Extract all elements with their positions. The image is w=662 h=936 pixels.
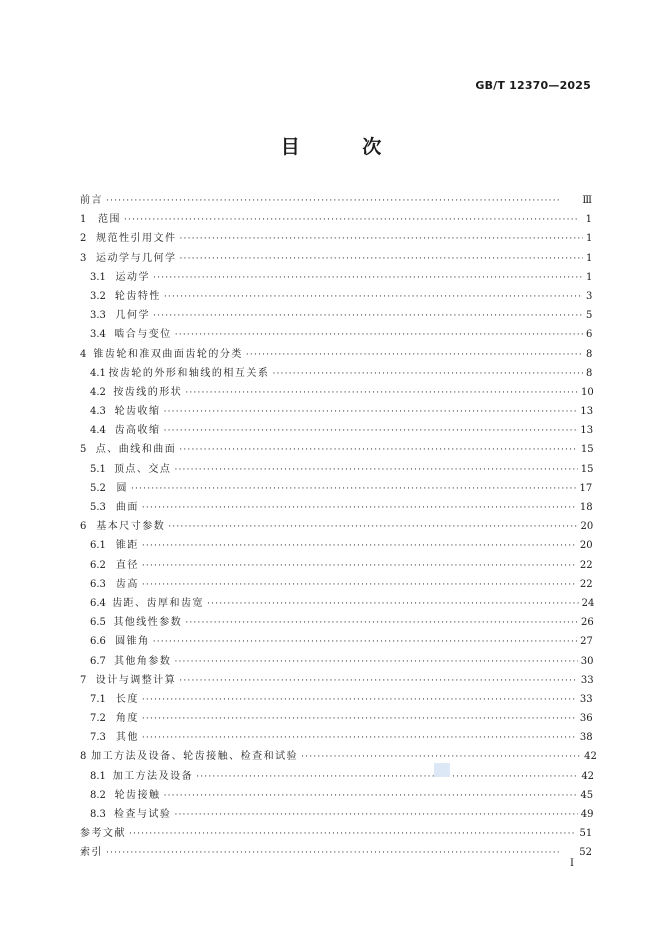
toc-entry-title: 锥齿轮和准双曲面齿轮的分类 [93,348,243,360]
toc-entry-number: 3.1 [90,271,106,283]
toc-entry-number: 3.4 [90,329,106,341]
footer-page-number: I [570,858,574,869]
toc-entry[interactable] [80,517,592,536]
toc-entry-page: Ⅲ [582,195,592,206]
toc-entry-number: 6 [80,521,87,533]
dot-leader [174,806,577,825]
toc-entry-title: 顶点、交点 [113,463,172,475]
toc-entry[interactable] [80,479,592,498]
toc-entry-title: 啮合与变位 [114,329,172,341]
page-title: 目 次 [280,136,410,158]
dot-leader [272,365,583,384]
dot-leader [185,384,578,403]
dot-leader [106,192,579,211]
toc-entry-page: 52 [579,847,592,859]
toc-entry-number: 5.1 [90,463,106,475]
toc-entry-number: 5.2 [90,482,106,494]
toc-entry-title: 其他角参数 [113,655,172,667]
dot-leader [124,211,583,230]
dot-leader [179,441,578,460]
toc-entry-number: 5 [80,444,87,456]
toc-entry-page: 38 [579,732,593,744]
dot-leader [131,480,577,499]
dot-leader [168,518,577,537]
dot-leader [164,787,578,806]
toc-entry-title: 检查与试验 [113,809,172,820]
dot-leader [175,326,583,345]
toc-entry-page: 18 [579,502,593,513]
dot-leader [164,422,578,441]
toc-entry-title: 直径 [115,559,139,571]
toc-entry[interactable] [80,613,592,632]
toc-entry-page: 1 [586,233,593,245]
dot-leader [142,691,577,710]
dot-leader [142,537,577,556]
toc-entry[interactable] [80,709,592,728]
toc-entry-page: 15 [580,444,594,456]
dot-leader [164,403,578,422]
dot-leader [142,710,577,729]
toc-entry-page: 5 [585,310,593,322]
dot-leader [179,230,583,249]
toc-entry-title: 齿高 [115,578,139,590]
toc-entry-number: 6.3 [90,578,106,590]
toc-entry-page: 36 [579,713,593,725]
toc-entry-number: 3.3 [90,310,106,322]
toc-entry-page: 8 [586,367,593,379]
toc-entry-page: 6 [586,329,593,341]
toc-entry-page: 13 [580,406,594,418]
toc-entry-title: 索引 [80,847,103,859]
toc-entry-page: 24 [581,597,595,609]
dot-leader [153,633,577,652]
toc-entry-page: 3 [586,290,593,302]
toc-entry[interactable] [80,594,595,613]
toc-entry-number: 8 [80,751,87,763]
toc-entry[interactable] [80,536,592,555]
toc-entry[interactable] [80,440,592,459]
toc-entry-number: 7 [80,674,87,686]
toc-entry[interactable] [80,575,592,594]
toc-entry[interactable] [80,345,592,364]
toc-entry-page: 20 [580,521,594,533]
toc-entry-page: 49 [580,809,594,820]
toc-entry-title: 其他线性参数 [113,617,183,629]
toc-entry-title: 曲面 [115,502,139,513]
toc-entry[interactable] [80,671,592,690]
toc-entry-number: 8.3 [90,809,106,820]
toc-entry-page: 1 [585,214,592,226]
dot-leader [246,346,583,365]
toc-entry-number: 6.6 [90,636,106,648]
toc-entry-title: 几何学 [115,310,151,322]
toc-entry-page: 42 [581,770,595,782]
toc-entry-title: 锥距 [115,540,139,552]
toc-entry-page: 26 [581,617,594,629]
toc-entry-title: 角度 [115,713,139,725]
toc-entry[interactable] [80,402,592,421]
toc-entry-number: 2 [80,233,87,245]
toc-entry-page: 22 [579,578,593,590]
selection-highlight [434,763,450,777]
toc-entry-title: 前言 [80,195,103,206]
standard-code: GB/T 12370—2025 [475,79,591,92]
toc-entry-title: 点、曲线和曲面 [95,444,177,456]
dot-leader [164,288,583,307]
toc-entry-page: 22 [579,559,593,571]
toc-entry[interactable] [80,229,592,248]
toc-entry-number: 6.5 [90,617,106,629]
toc-entry[interactable] [80,364,592,383]
toc-entry-number: 7.3 [90,732,106,744]
toc-entry-page: 17 [579,482,593,494]
toc-entry-title: 圆 [116,482,128,494]
toc-entry-title: 其他 [115,732,139,744]
toc-entry-number: 6.7 [90,655,106,667]
toc-entry-title: 加工方法及设备、轮齿接触、检查和试验 [91,751,299,763]
toc-entry-title: 加工方法及设备 [112,770,194,782]
dot-leader [179,250,583,269]
dot-leader [142,557,577,576]
toc-entry-title: 轮齿收缩 [114,406,161,418]
toc-entry-number: 1 [80,214,87,226]
toc-entry-page: 1 [586,252,593,264]
toc-entry-title: 齿距、齿厚和齿宽 [112,597,205,609]
toc-entry-number: 8.2 [90,789,106,801]
toc-entry[interactable] [80,191,592,210]
toc-entry-number: 4 [80,348,87,360]
toc-entry[interactable] [80,287,592,306]
toc-entry-title: 按齿轮的外形和轴线的相互关系 [108,367,270,379]
dot-leader [196,768,578,787]
toc-entry-page: 20 [579,540,593,552]
toc-entry[interactable] [80,747,597,766]
toc-entry-number: 5.3 [90,502,106,513]
toc-entry[interactable] [80,210,592,229]
toc-entry[interactable] [80,767,595,786]
toc-entry-page: 33 [580,674,594,686]
toc-entry-page: 42 [584,751,597,763]
toc-entry-number: 6.4 [90,597,106,609]
toc-entry-number: 4.2 [90,386,106,398]
toc-entry-title: 基本尺寸参数 [96,521,166,533]
toc-entry-page: 15 [580,463,594,475]
toc-entry[interactable] [80,268,592,287]
dot-leader [179,672,578,691]
toc-entry-number: 7.1 [90,693,106,705]
toc-entry-number: 4.3 [90,406,106,418]
toc-entry-number: 8.1 [90,770,106,782]
toc-entry-page: 10 [581,386,594,398]
toc-entry-number: 4.4 [90,425,106,437]
toc-entry-title: 按齿线的形状 [113,386,183,398]
toc-entry-number: 6.1 [90,540,106,552]
dot-leader [174,461,577,480]
toc-entry-number: 6.2 [90,559,106,571]
toc-entry-page: 45 [580,789,594,801]
dot-leader [185,614,578,633]
toc-entry[interactable] [80,383,592,402]
dot-leader [142,729,577,748]
toc-entry-page: 13 [580,425,594,437]
toc-entry[interactable] [80,632,592,651]
dot-leader [142,499,577,518]
toc-entry-title: 圆锥角 [115,636,150,648]
toc-entry-page: 51 [579,828,593,840]
toc-entry-title: 规范性引用文件 [95,233,177,245]
toc-entry[interactable] [80,690,592,709]
table-of-contents [80,191,597,863]
toc-entry-number: 3 [80,252,87,264]
toc-entry-title: 运动学与几何学 [95,252,177,264]
toc-entry-number: 3.2 [90,290,106,302]
toc-entry[interactable] [80,249,592,268]
toc-entry[interactable] [80,786,592,805]
toc-entry[interactable] [80,325,592,344]
toc-entry-number: 4.1 [90,367,106,379]
toc-entry-title: 范围 [98,214,121,226]
toc-entry-page: 1 [585,271,593,283]
toc-entry[interactable] [80,728,592,747]
toc-entry-title: 齿高收缩 [114,425,161,437]
toc-entry[interactable] [80,498,592,517]
toc-entry[interactable] [80,460,592,479]
toc-entry-title: 长度 [115,693,139,705]
toc-entry[interactable] [80,824,592,843]
dot-leader [153,269,583,288]
toc-entry[interactable] [80,843,592,862]
toc-entry-title: 设计与调整计算 [95,674,177,686]
dot-leader [106,844,576,863]
toc-entry-title: 参考文献 [80,828,126,840]
toc-entry-number: 7.2 [90,713,106,725]
toc-entry-page: 8 [586,348,593,360]
dot-leader [153,307,583,326]
toc-entry-page: 33 [579,693,593,705]
toc-entry-title: 轮齿接触 [114,789,161,801]
dot-leader [142,576,577,595]
toc-entry-title: 轮齿特性 [114,290,161,302]
toc-entry-page: 30 [580,655,594,667]
toc-entry[interactable] [80,652,592,671]
dot-leader [207,595,579,614]
toc-entry-title: 运动学 [115,271,151,283]
toc-entry[interactable] [80,805,592,824]
toc-entry[interactable] [80,306,592,325]
toc-entry[interactable] [80,556,592,575]
toc-entry-page: 27 [580,636,593,648]
dot-leader [129,825,576,844]
dot-leader [174,653,577,672]
toc-entry[interactable] [80,421,592,440]
